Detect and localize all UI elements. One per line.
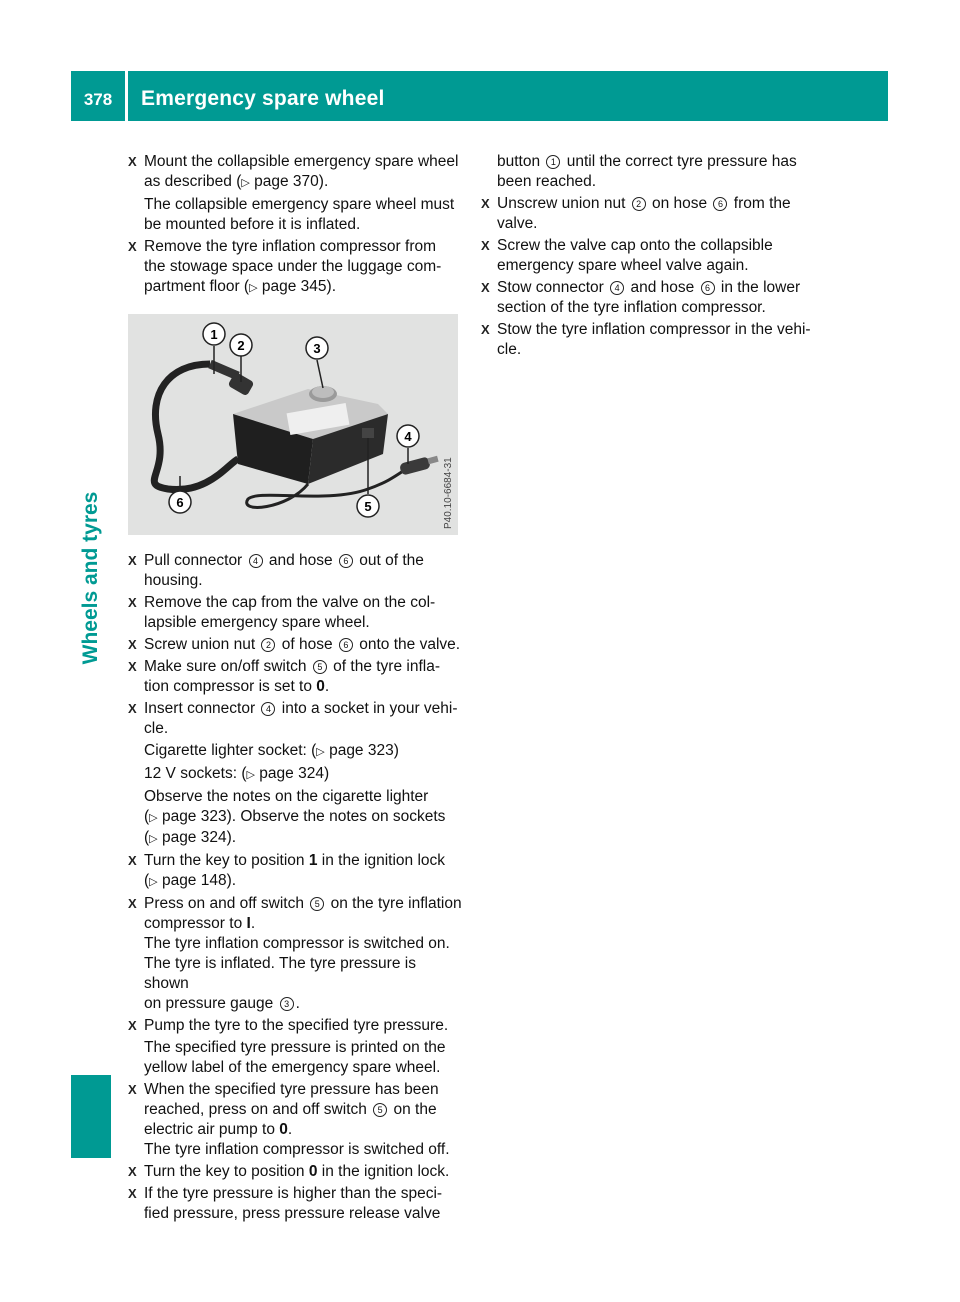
figure-code: P40.10-6684-31 xyxy=(443,457,454,529)
section-side-tab xyxy=(71,128,111,1158)
page-ref-arrow-icon: ▷ xyxy=(149,876,158,888)
step-arrow-icon: X xyxy=(128,853,137,868)
page-ref-arrow-icon: ▷ xyxy=(149,812,158,824)
step-arrow-icon: X xyxy=(128,637,137,652)
callout-ref: 4 xyxy=(249,554,263,568)
step-arrow-icon: X xyxy=(128,1164,137,1179)
callout-ref: 5 xyxy=(310,897,324,911)
instruction-step: X Insert connector 4 into a socket in your vehi- cle. xyxy=(128,700,458,737)
step-arrow-icon: X xyxy=(128,659,137,674)
svg-text:2: 2 xyxy=(237,338,245,353)
step-arrow-icon: X xyxy=(128,595,137,610)
step-arrow-icon: X xyxy=(128,1186,137,1201)
callout-ref: 3 xyxy=(280,997,294,1011)
callout-ref: 6 xyxy=(339,638,353,652)
instruction-step: X Remove the cap from the valve on the col- lapsible emergency spare wheel. xyxy=(128,594,436,631)
instruction-step: X Stow connector 4 and hose 6 in the lower section of the tyre inflation compressor. xyxy=(481,279,801,316)
step-arrow-icon: X xyxy=(128,1018,137,1033)
callout-ref: 4 xyxy=(261,702,275,716)
step-arrow-icon: X xyxy=(128,239,137,254)
page-ref-arrow-icon: ▷ xyxy=(149,833,158,845)
header-divider xyxy=(125,71,128,121)
instruction-step: X When the specified tyre pressure has been reached, press on and off switch 5 on the electric air pump to 0. The tyre inflation compressor is switched off. xyxy=(128,1081,450,1158)
page-ref-arrow-icon: ▷ xyxy=(316,746,325,758)
callout-4 xyxy=(397,425,419,447)
callout-ref: 2 xyxy=(261,638,275,652)
section-label xyxy=(71,128,111,665)
callout-ref: 6 xyxy=(339,554,353,568)
compressor-illustration xyxy=(128,314,458,535)
svg-text:1: 1 xyxy=(210,327,218,342)
callout-ref: 6 xyxy=(701,281,715,295)
step-arrow-icon: X xyxy=(481,322,490,337)
callout-ref: 5 xyxy=(373,1103,387,1117)
step-arrow-icon: X xyxy=(128,154,137,169)
instruction-step: X Press on and off switch 5 on the tyre inflation compressor to I. The tyre inflation compressor is switched on. The tyre is inflated. The tyre pressure is shown on pressure gauge 3 . xyxy=(128,895,462,1012)
instruction-step: X Stow the tyre inflation compressor in the vehi- cle. xyxy=(481,321,811,358)
step-continuation: button 1 until the correct tyre pressure has been reached. xyxy=(497,153,797,190)
compressor-drawing xyxy=(128,314,458,535)
callout-5 xyxy=(357,495,379,517)
callout-ref: 2 xyxy=(632,197,646,211)
page-number: 378 xyxy=(83,90,113,109)
step-arrow-icon: X xyxy=(128,1082,137,1097)
instruction-step: X If the tyre pressure is higher than the speci- fied pressure, press pressure release valve xyxy=(128,1185,443,1222)
callout-ref: 5 xyxy=(313,660,327,674)
step-arrow-icon: X xyxy=(481,280,490,295)
step-arrow-icon: X xyxy=(481,238,490,253)
step-note: The collapsible emergency spare wheel must be mounted before it is inflated. xyxy=(144,196,455,233)
instruction-step: X Turn the key to position 1 in the ignition lock (▷ page 148). xyxy=(128,852,446,889)
step-note: Observe the notes on the cigarette lighter (▷ page 323). Observe the notes on sockets (▷ page 324). xyxy=(144,788,446,846)
page-title: Emergency spare wheel xyxy=(141,87,385,110)
instruction-step: X Pull connector 4 and hose 6 out of the housing. xyxy=(128,552,424,589)
page-ref-arrow-icon: ▷ xyxy=(246,769,255,781)
instruction-step: X Mount the collapsible emergency spare wheel as described (▷ page 370). xyxy=(128,153,459,190)
section-label-text: Wheels and tyres xyxy=(79,491,102,665)
callout-2 xyxy=(230,334,252,356)
callout-3 xyxy=(306,337,328,359)
step-note: 12 V sockets: (▷ page 324) xyxy=(144,765,330,782)
instruction-step: X Screw the valve cap onto the collapsible emergency spare wheel valve again. xyxy=(481,237,773,274)
instruction-step: X Remove the tyre inflation compressor from the stowage space under the luggage com- partment floor (▷ page 345). xyxy=(128,238,442,295)
callout-ref: 1 xyxy=(546,155,560,169)
instruction-step: X Turn the key to position 0 in the ignition lock. xyxy=(128,1163,450,1180)
step-note: Cigarette lighter socket: (▷ page 323) xyxy=(144,742,399,759)
left-column xyxy=(128,152,462,1226)
instruction-step: X Pump the tyre to the specified tyre pressure. xyxy=(128,1017,449,1034)
callout-1 xyxy=(203,323,225,345)
page-header xyxy=(71,71,888,121)
page-ref-arrow-icon: ▷ xyxy=(249,282,258,294)
instruction-step: X Screw union nut 2 of hose 6 onto the valve. xyxy=(128,636,461,653)
svg-text:5: 5 xyxy=(364,499,372,514)
callout-6 xyxy=(169,491,191,513)
page-ref-arrow-icon: ▷ xyxy=(241,177,250,189)
instruction-step: X Unscrew union nut 2 on hose 6 from the valve. xyxy=(481,195,791,232)
step-arrow-icon: X xyxy=(128,553,137,568)
section-marker-block xyxy=(71,1075,111,1158)
svg-text:6: 6 xyxy=(176,495,184,510)
svg-text:3: 3 xyxy=(313,341,321,356)
step-arrow-icon: X xyxy=(128,896,137,911)
step-note: The specified tyre pressure is printed on the yellow label of the emergency spare wheel. xyxy=(144,1039,446,1076)
step-arrow-icon: X xyxy=(481,196,490,211)
svg-text:4: 4 xyxy=(404,429,412,444)
callout-ref: 6 xyxy=(713,197,727,211)
callout-ref: 4 xyxy=(610,281,624,295)
right-column xyxy=(481,152,815,362)
step-arrow-icon: X xyxy=(128,701,137,716)
instruction-step: X Make sure on/off switch 5 of the tyre infla- tion compressor is set to 0. xyxy=(128,658,440,695)
